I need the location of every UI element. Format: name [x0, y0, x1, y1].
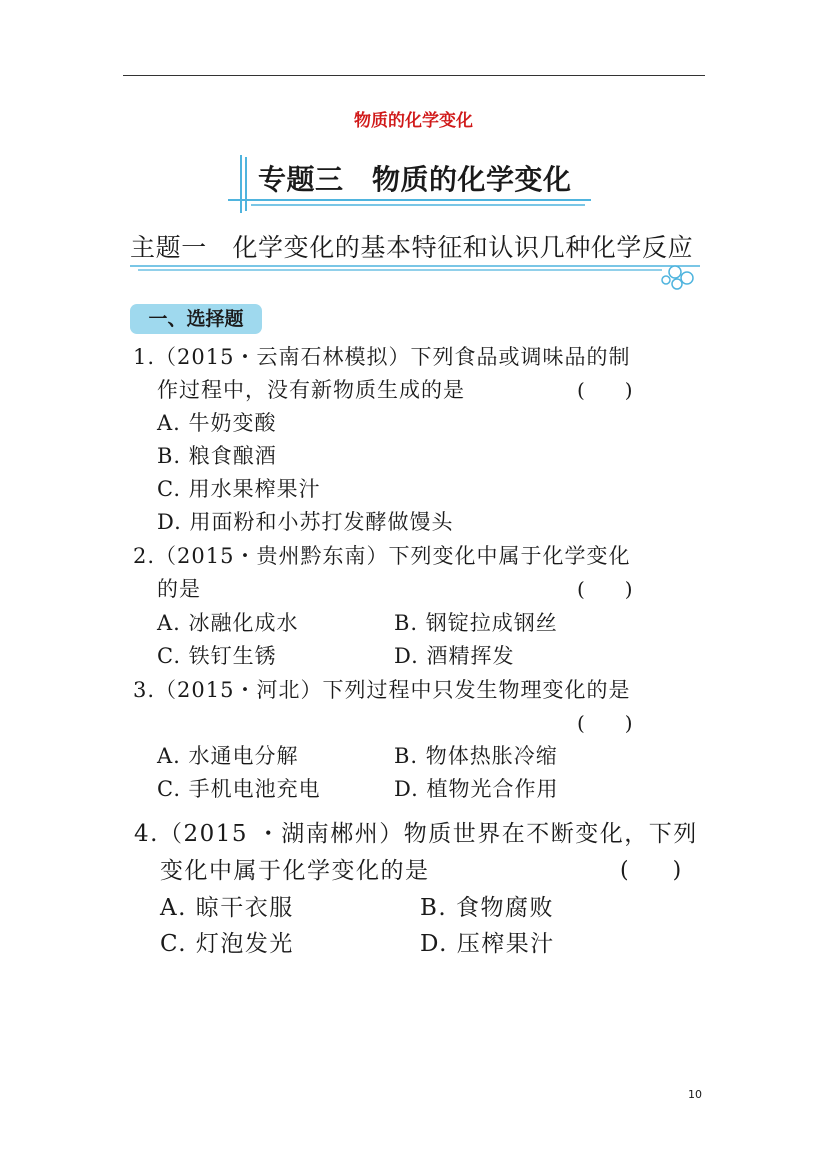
question-4-option-d: D. 压榨果汁	[420, 931, 555, 957]
question-3-answer-blank: ( )	[577, 711, 633, 735]
question-3-option-b: B. 物体热胀冷缩	[394, 744, 558, 768]
bubble-icon	[662, 266, 693, 289]
question-1-option-c: C. 用水果榨果汁	[157, 477, 321, 501]
question-2-option-b: B. 钢锭拉成钢丝	[394, 611, 558, 635]
question-3-option-d: D. 植物光合作用	[394, 777, 559, 801]
question-2-option-d: D. 酒精挥发	[394, 644, 515, 668]
header-rule	[123, 75, 705, 76]
section-tab: 一、选择题	[130, 304, 262, 334]
question-1-answer-blank: ( )	[577, 378, 633, 402]
question-1-option-a: A. 牛奶变酸	[157, 411, 277, 435]
document-title: 物质的化学变化	[354, 111, 473, 131]
question-3-option-c: C. 手机电池充电	[157, 777, 321, 801]
question-1-stem-line-2: 作过程中，没有新物质生成的是	[157, 378, 465, 402]
question-3-stem-line-1: 3.（2015・河北）下列过程中只发生物理变化的是	[133, 678, 631, 702]
question-2-option-a: A. 冰融化成水	[157, 611, 299, 635]
question-4-option-b: B. 食物腐败	[420, 895, 555, 921]
question-4-answer-blank: ( )	[620, 858, 682, 883]
theme-underline-decoration	[130, 262, 705, 292]
question-4-option-a: A. 晾干衣服	[160, 895, 294, 921]
topic-heading: 专题三 物质的化学变化	[258, 163, 572, 196]
question-2-stem-line-2: 的是	[157, 577, 201, 601]
question-2-option-c: C. 铁钉生锈	[157, 644, 277, 668]
theme-heading: 主题一 化学变化的基本特征和认识几种化学反应	[130, 233, 694, 262]
question-1-option-b: B. 粮食酿酒	[157, 444, 277, 468]
question-4-option-c: C. 灯泡发光	[160, 931, 294, 957]
question-3-option-a: A. 水通电分解	[157, 744, 299, 768]
question-2-answer-blank: ( )	[577, 577, 633, 601]
page-number: 10	[688, 1088, 702, 1101]
question-4-stem-line-2: 变化中属于化学变化的是	[160, 858, 430, 884]
question-1-stem-line-1: 1.（2015・云南石林模拟）下列食品或调味品的制	[133, 345, 631, 369]
question-1-option-d: D. 用面粉和小苏打发酵做馒头	[157, 510, 454, 534]
question-4-stem-line-1: 4.（2015 ・湖南郴州）物质世界在不断变化，下列	[134, 821, 698, 847]
question-2-stem-line-1: 2.（2015・贵州黔东南）下列变化中属于化学变化	[133, 544, 631, 568]
